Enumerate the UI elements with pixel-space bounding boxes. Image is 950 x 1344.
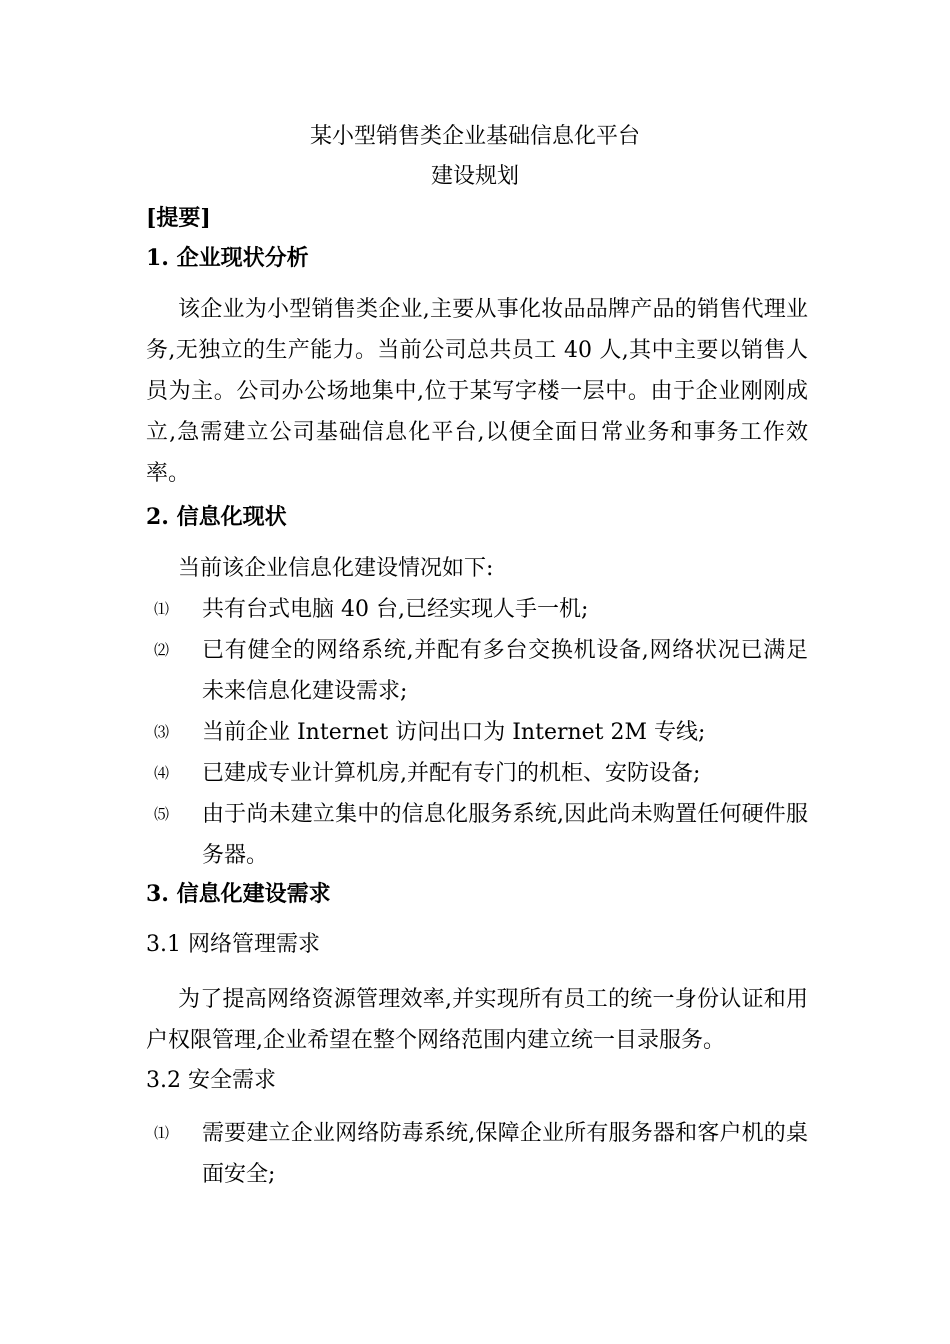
list-item <box>146 712 808 753</box>
list-item-text: 需要建立企业网络防毒系统,保障企业所有服务器和客户机的桌面安全; <box>202 1121 808 1187</box>
list-item-number: ⑷ <box>154 764 170 782</box>
list-item-number: ⑸ <box>154 805 170 823</box>
section-1-heading: 1. 企业现状分析 <box>146 245 309 271</box>
subsection-3-1-heading: 3.1 网络管理需求 <box>146 932 320 957</box>
subsection-3-2-heading: 3.2 安全需求 <box>146 1068 276 1093</box>
list-item <box>146 1113 808 1195</box>
list-item-text: 已建成专业计算机房,并配有专门的机柜、安防设备; <box>202 761 701 786</box>
document-title-line2: 建设规划 <box>430 164 519 189</box>
list-item-text: 由于尚未建立集中的信息化服务系统,因此尚未购置任何硬件服务器。 <box>202 802 808 868</box>
list-item-text: 当前企业 Internet 访问出口为 Internet 2M 专线; <box>202 720 706 745</box>
list-item-number: ⑶ <box>154 723 170 741</box>
list-item-text: 已有健全的网络系统,并配有多台交换机设备,网络状况已满足未来信息化建设需求; <box>202 638 808 704</box>
section-2-heading: 2. 信息化现状 <box>146 504 287 530</box>
list-item-number: ⑴ <box>154 600 170 618</box>
list-item <box>146 589 808 630</box>
list-item-text: 共有台式电脑 40 台,已经实现人手一机; <box>202 597 589 622</box>
list-item <box>146 630 808 712</box>
document-title: 某小型销售类企业基础信息化平台 <box>309 124 640 149</box>
section-2-intro: 当前该企业信息化建设情况如下: <box>178 556 494 581</box>
subsection-3-1-paragraph: 为了提高网络资源管理效率,并实现所有员工的统一身份认证和用户权限管理,企业希望在整个网络范围内建立统一目录服务。 <box>146 987 808 1053</box>
section-1-paragraph: 该企业为小型销售类企业,主要从事化妆品品牌产品的销售代理业务,无独立的生产能力。当前公司总共员工 40 人,其中主要以销售人员为主。公司办公场地集中,位于某写字楼一层中。由于企业刚刚成立,急需建立公司基础信息化平台,以便全面日常业务和事务工作效率。 <box>146 297 808 486</box>
list-item <box>146 794 808 876</box>
list-item-number: ⑴ <box>154 1124 170 1142</box>
abstract-label: [提要] <box>146 205 211 231</box>
section-3-heading: 3. 信息化建设需求 <box>146 881 331 907</box>
list-item <box>146 753 808 794</box>
list-item-number: ⑵ <box>154 641 170 659</box>
